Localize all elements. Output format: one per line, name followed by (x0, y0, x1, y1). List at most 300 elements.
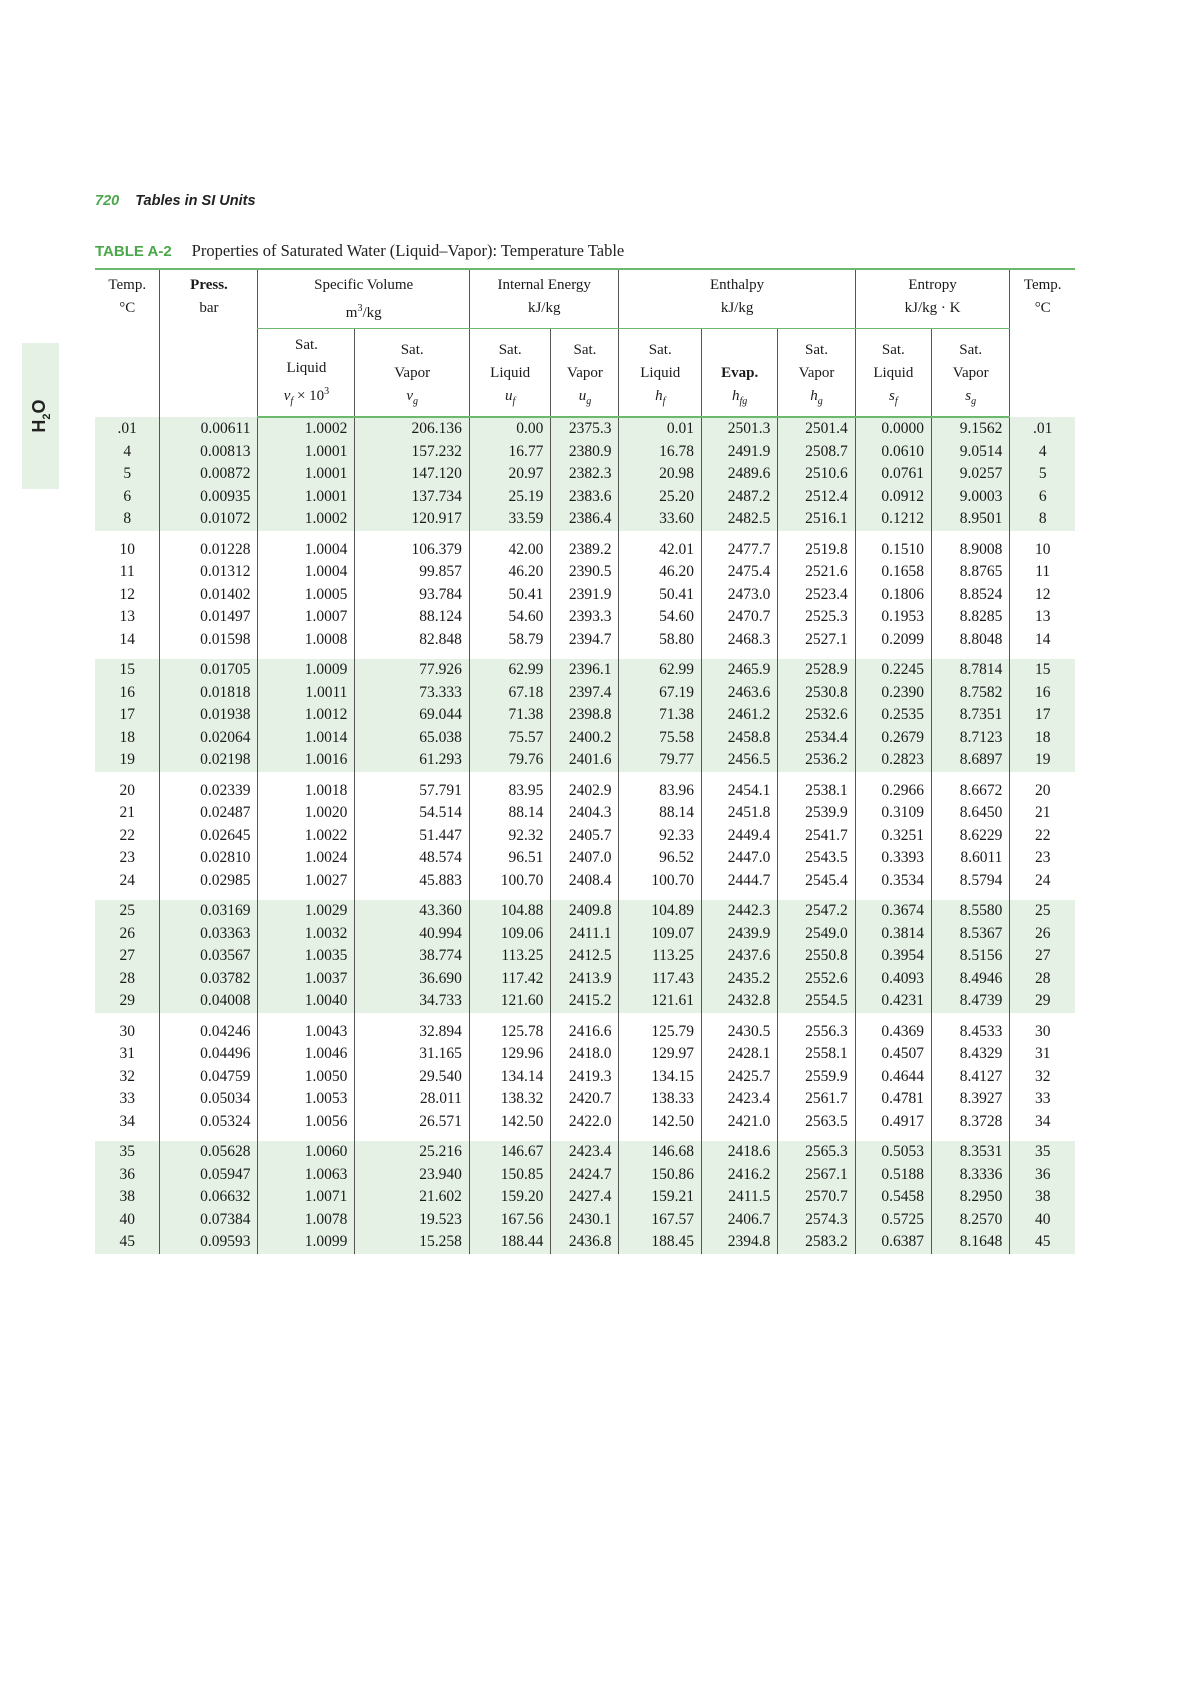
cell-temp2: 12 (1010, 584, 1075, 607)
cell-vg: 21.602 (355, 1186, 470, 1209)
cell-vf: 1.0001 (258, 463, 355, 486)
cell-vf: 1.0040 (258, 990, 355, 1013)
cell-temp2: 28 (1010, 968, 1075, 991)
cell-vg: 36.690 (355, 968, 470, 991)
cell-hfg: 2411.5 (702, 1186, 778, 1209)
cell-hf: 146.68 (619, 1141, 702, 1164)
cell-sf: 0.4231 (855, 990, 931, 1013)
cell-vg: 147.120 (355, 463, 470, 486)
spacer-cell (619, 772, 702, 780)
cell-sf: 0.2535 (855, 704, 931, 727)
cell-sf: 0.3674 (855, 900, 931, 923)
cell-temp2: 23 (1010, 847, 1075, 870)
cell-hfg: 2442.3 (702, 900, 778, 923)
spacer-cell (551, 1133, 619, 1141)
cell-hf: 121.61 (619, 990, 702, 1013)
cell-sf: 0.3251 (855, 825, 931, 848)
cell-temp2: 20 (1010, 780, 1075, 803)
col-header-press: Press. bar (160, 269, 258, 417)
cell-vf: 1.0020 (258, 802, 355, 825)
cell-vg: 106.379 (355, 539, 470, 562)
cell-vf: 1.0029 (258, 900, 355, 923)
col-header-sg: Sat. Vapor $s_g$ (932, 329, 1010, 418)
cell-press: 0.02487 (160, 802, 258, 825)
cell-sg: 8.6897 (932, 749, 1010, 772)
cell-hf: 159.21 (619, 1186, 702, 1209)
cell-vf: 1.0050 (258, 1066, 355, 1089)
cell-uf: 62.99 (469, 659, 550, 682)
cell-temp: 21 (119, 804, 135, 821)
cell-sf: 0.5725 (855, 1209, 931, 1232)
spacer-cell (702, 892, 778, 900)
cell-vf: 1.0046 (258, 1043, 355, 1066)
spacer-cell (619, 892, 702, 900)
table-row (95, 606, 1075, 629)
cell-uf: 75.57 (469, 727, 550, 750)
cell-hg: 2519.8 (778, 539, 855, 562)
cell-temp2: 8 (1010, 508, 1075, 531)
cell-sg: 8.5367 (932, 923, 1010, 946)
col-header-vf: Sat. Liquid $v_f \times 10^3$ (258, 329, 355, 418)
cell-sf: 0.4917 (855, 1111, 931, 1134)
cell-hf: 67.19 (619, 682, 702, 705)
cell-hf: 92.33 (619, 825, 702, 848)
cell-temp: 33 (119, 1090, 135, 1107)
spacer-cell (160, 1013, 258, 1021)
cell-sg: 8.8048 (932, 629, 1010, 652)
spacer-cell (160, 651, 258, 659)
cell-vf: 1.0063 (258, 1164, 355, 1187)
cell-uf: 142.50 (469, 1111, 550, 1134)
cell-vf: 1.0008 (258, 629, 355, 652)
side-tab (22, 343, 59, 489)
cell-ug: 2401.6 (551, 749, 619, 772)
cell-hfg: 2477.7 (702, 539, 778, 562)
cell-sg: 8.4739 (932, 990, 1010, 1013)
table-row (95, 1164, 1075, 1187)
cell-temp: 29 (95, 990, 160, 1013)
spacer-cell (778, 772, 855, 780)
cell-uf: 79.76 (469, 749, 550, 772)
cell-temp: 40 (95, 1209, 160, 1232)
cell-temp: 11 (119, 563, 135, 580)
cell-sg: 8.4329 (932, 1043, 1010, 1066)
cell-press: 0.01705 (160, 659, 258, 682)
cell-uf: 25.19 (469, 486, 550, 509)
cell-vf: 1.0027 (258, 870, 355, 893)
cell-temp2: 38 (1010, 1186, 1075, 1209)
cell-vf: 1.0037 (258, 968, 355, 991)
table-row (95, 1231, 1075, 1254)
cell-ug: 2415.2 (551, 990, 619, 1013)
cell-uf: 46.20 (469, 561, 550, 584)
cell-temp: 35 (95, 1141, 160, 1164)
cell-sg: 8.8285 (932, 606, 1010, 629)
cell-temp: 5 (95, 463, 160, 486)
col-header-vg: Sat. Vapor $v_g$ (355, 329, 470, 418)
spacer-cell (1010, 772, 1075, 780)
cell-vg: 15.258 (355, 1231, 470, 1254)
cell-hf: 0.01 (619, 417, 702, 441)
cell-temp2: 6 (1010, 486, 1075, 509)
cell-uf: 159.20 (469, 1186, 550, 1209)
cell-temp2: 13 (1010, 606, 1075, 629)
cell-vg: 40.994 (355, 923, 470, 946)
spacer-cell (855, 772, 931, 780)
cell-vf: 1.0043 (258, 1021, 355, 1044)
spacer-cell (855, 1013, 931, 1021)
cell-hg: 2545.4 (778, 870, 855, 893)
side-tab-label: $H_2O$ (28, 399, 53, 433)
spacer-cell (1010, 1013, 1075, 1021)
cell-vf: 1.0011 (258, 682, 355, 705)
cell-vg: 82.848 (355, 629, 470, 652)
cell-vf: 1.0053 (258, 1088, 355, 1111)
row-group-spacer (95, 772, 1075, 780)
cell-vf: 1.0001 (258, 486, 355, 509)
cell-vg: 99.857 (355, 561, 470, 584)
cell-hg: 2559.9 (778, 1066, 855, 1089)
cell-hfg: 2482.5 (702, 508, 778, 531)
cell-vg: 25.216 (355, 1141, 470, 1164)
cell-uf: 113.25 (469, 945, 550, 968)
table-row (95, 1186, 1075, 1209)
cell-ug: 2412.5 (551, 945, 619, 968)
cell-vg: 34.733 (355, 990, 470, 1013)
cell-ug: 2407.0 (551, 847, 619, 870)
cell-ug: 2416.6 (551, 1021, 619, 1044)
cell-hg: 2558.1 (778, 1043, 855, 1066)
row-group-spacer (95, 892, 1075, 900)
cell-hf: 16.78 (619, 441, 702, 464)
cell-sg: 8.8765 (932, 561, 1010, 584)
col-header-hf: Sat. Liquid $h_f$ (619, 329, 702, 418)
cell-uf: 83.95 (469, 780, 550, 803)
cell-sf: 0.0912 (855, 486, 931, 509)
cell-temp: 12 (119, 585, 135, 603)
spacer-cell (355, 1133, 470, 1141)
table-row (95, 945, 1075, 968)
cell-hg: 2549.0 (778, 923, 855, 946)
cell-ug: 2382.3 (551, 463, 619, 486)
spacer-cell (469, 531, 550, 539)
cell-hg: 2530.8 (778, 682, 855, 705)
cell-hfg: 2489.6 (702, 463, 778, 486)
table-body (95, 417, 1075, 1254)
cell-hg: 2565.3 (778, 1141, 855, 1164)
table-row (95, 417, 1075, 441)
cell-sf: 0.6387 (855, 1231, 931, 1254)
cell-vg: 88.124 (355, 606, 470, 629)
cell-temp2: .01 (1010, 417, 1075, 441)
cell-uf: 92.32 (469, 825, 550, 848)
cell-sg: 8.4127 (932, 1066, 1010, 1089)
cell-vg: 65.038 (355, 727, 470, 750)
cell-vf: 1.0014 (258, 727, 355, 750)
cell-temp: 45 (95, 1231, 160, 1254)
cell-vg: 206.136 (355, 417, 470, 441)
spacer-cell (1010, 531, 1075, 539)
cell-ug: 2383.6 (551, 486, 619, 509)
cell-sg: 8.3728 (932, 1111, 1010, 1134)
spacer-cell (932, 1013, 1010, 1021)
table-row (95, 802, 1075, 825)
spacer-cell (778, 892, 855, 900)
cell-ug: 2424.7 (551, 1164, 619, 1187)
table-row (95, 1088, 1075, 1111)
cell-hfg: 2463.6 (702, 682, 778, 705)
cell-ug: 2419.3 (551, 1066, 619, 1089)
cell-temp2: 32 (1010, 1066, 1075, 1089)
cell-vf: 1.0099 (258, 1231, 355, 1254)
cell-press: 0.05034 (160, 1088, 258, 1111)
cell-press: 0.05324 (160, 1111, 258, 1134)
spacer-cell (95, 651, 160, 659)
cell-sf: 0.2099 (855, 629, 931, 652)
cell-sf: 0.3393 (855, 847, 931, 870)
cell-sg: 8.6011 (932, 847, 1010, 870)
cell-press: 0.04246 (160, 1021, 258, 1044)
cell-sf: 0.1510 (855, 539, 931, 562)
cell-vg: 45.883 (355, 870, 470, 893)
cell-press: 0.02985 (160, 870, 258, 893)
spacer-cell (778, 1133, 855, 1141)
spacer-cell (932, 531, 1010, 539)
cell-hg: 2547.2 (778, 900, 855, 923)
spacer-cell (258, 651, 355, 659)
cell-hf: 188.45 (619, 1231, 702, 1254)
cell-vg: 23.940 (355, 1164, 470, 1187)
cell-ug: 2413.9 (551, 968, 619, 991)
cell-temp2: 36 (1010, 1164, 1075, 1187)
cell-sf: 0.3814 (855, 923, 931, 946)
cell-hg: 2516.1 (778, 508, 855, 531)
cell-hfg: 2444.7 (702, 870, 778, 893)
table-row (95, 727, 1075, 750)
cell-hf: 142.50 (619, 1111, 702, 1134)
cell-hf: 54.60 (619, 606, 702, 629)
cell-temp: 19 (95, 749, 160, 772)
cell-sg: 8.7123 (932, 727, 1010, 750)
table-row (95, 1043, 1075, 1066)
cell-vf: 1.0012 (258, 704, 355, 727)
spacer-cell (355, 772, 470, 780)
cell-temp: 13 (119, 608, 135, 625)
cell-temp2: 33 (1010, 1088, 1075, 1111)
cell-temp: .01 (95, 417, 160, 441)
cell-hfg: 2449.4 (702, 825, 778, 848)
cell-sf: 0.4644 (855, 1066, 931, 1089)
cell-uf: 121.60 (469, 990, 550, 1013)
cell-hfg: 2501.3 (702, 417, 778, 441)
cell-ug: 2436.8 (551, 1231, 619, 1254)
cell-temp2: 22 (1010, 825, 1075, 848)
cell-sg: 8.2570 (932, 1209, 1010, 1232)
cell-ug: 2391.9 (551, 584, 619, 607)
cell-hf: 25.20 (619, 486, 702, 509)
cell-hg: 2534.4 (778, 727, 855, 750)
cell-temp2: 40 (1010, 1209, 1075, 1232)
cell-sf: 0.1806 (855, 584, 931, 607)
cell-vf: 1.0009 (258, 659, 355, 682)
cell-hfg: 2468.3 (702, 629, 778, 652)
table-row (95, 584, 1075, 607)
cell-hg: 2567.1 (778, 1164, 855, 1187)
saturated-water-table (95, 268, 1075, 1254)
cell-sf: 0.2679 (855, 727, 931, 750)
cell-sf: 0.1953 (855, 606, 931, 629)
cell-vg: 51.447 (355, 825, 470, 848)
cell-ug: 2420.7 (551, 1088, 619, 1111)
cell-ug: 2423.4 (551, 1141, 619, 1164)
cell-hf: 46.20 (619, 561, 702, 584)
cell-temp2: 15 (1010, 659, 1075, 682)
cell-hg: 2550.8 (778, 945, 855, 968)
spacer-cell (469, 1133, 550, 1141)
cell-press: 0.01228 (160, 539, 258, 562)
cell-hg: 2570.7 (778, 1186, 855, 1209)
cell-press: 0.01497 (160, 606, 258, 629)
cell-hf: 42.01 (619, 539, 702, 562)
cell-hf: 113.25 (619, 945, 702, 968)
cell-press: 0.01312 (160, 561, 258, 584)
table-row (95, 968, 1075, 991)
cell-hfg: 2430.5 (702, 1021, 778, 1044)
cell-hfg: 2458.8 (702, 727, 778, 750)
col-header-hg: Sat. Vapor $h_g$ (778, 329, 855, 418)
spacer-cell (778, 1013, 855, 1021)
cell-hf: 138.33 (619, 1088, 702, 1111)
cell-ug: 2397.4 (551, 682, 619, 705)
cell-temp: 17 (95, 704, 160, 727)
cell-hf: 79.77 (619, 749, 702, 772)
cell-sf: 0.4781 (855, 1088, 931, 1111)
table-row (95, 629, 1075, 652)
spacer-cell (551, 892, 619, 900)
cell-hf: 109.07 (619, 923, 702, 946)
cell-vf: 1.0078 (258, 1209, 355, 1232)
cell-temp2: 17 (1010, 704, 1075, 727)
spacer-cell (932, 892, 1010, 900)
spacer-cell (469, 651, 550, 659)
cell-hg: 2532.6 (778, 704, 855, 727)
cell-hg: 2510.6 (778, 463, 855, 486)
cell-hfg: 2428.1 (702, 1043, 778, 1066)
cell-hf: 96.52 (619, 847, 702, 870)
cell-vf: 1.0056 (258, 1111, 355, 1134)
cell-temp2: 45 (1010, 1231, 1075, 1254)
table-row (95, 463, 1075, 486)
cell-sg: 8.3336 (932, 1164, 1010, 1187)
cell-press: 0.01598 (160, 629, 258, 652)
cell-uf: 104.88 (469, 900, 550, 923)
cell-uf: 100.70 (469, 870, 550, 893)
spacer-cell (778, 531, 855, 539)
spacer-cell (932, 651, 1010, 659)
cell-ug: 2422.0 (551, 1111, 619, 1134)
cell-temp: 16 (95, 682, 160, 705)
spacer-cell (355, 531, 470, 539)
cell-hfg: 2425.7 (702, 1066, 778, 1089)
cell-temp: 14 (119, 630, 135, 648)
col-header-temp: Temp. °C (95, 269, 160, 417)
cell-vf: 1.0004 (258, 561, 355, 584)
table-row (95, 780, 1075, 803)
cell-sf: 0.2245 (855, 659, 931, 682)
cell-uf: 88.14 (469, 802, 550, 825)
cell-hg: 2527.1 (778, 629, 855, 652)
cell-sg: 8.3531 (932, 1141, 1010, 1164)
table-container (95, 268, 1075, 1254)
cell-sg: 8.7814 (932, 659, 1010, 682)
cell-uf: 58.79 (469, 629, 550, 652)
cell-press: 0.05628 (160, 1141, 258, 1164)
spacer-cell (258, 772, 355, 780)
cell-vf: 1.0005 (258, 584, 355, 607)
cell-sf: 0.2390 (855, 682, 931, 705)
cell-ug: 2411.1 (551, 923, 619, 946)
page-number: 720 (95, 193, 120, 209)
cell-temp: 15 (95, 659, 160, 682)
cell-sg: 8.3927 (932, 1088, 1010, 1111)
cell-sg: 8.9501 (932, 508, 1010, 531)
cell-press: 0.01402 (160, 584, 258, 607)
cell-ug: 2408.4 (551, 870, 619, 893)
cell-sf: 0.1212 (855, 508, 931, 531)
cell-press: 0.03567 (160, 945, 258, 968)
spacer-cell (855, 1133, 931, 1141)
cell-vf: 1.0002 (258, 417, 355, 441)
cell-vf: 1.0001 (258, 441, 355, 464)
cell-temp2: 18 (1010, 727, 1075, 750)
cell-temp2: 16 (1010, 682, 1075, 705)
cell-ug: 2389.2 (551, 539, 619, 562)
cell-hg: 2528.9 (778, 659, 855, 682)
cell-hfg: 2473.0 (702, 584, 778, 607)
spacer-cell (258, 531, 355, 539)
cell-vf: 1.0024 (258, 847, 355, 870)
cell-sg: 9.0003 (932, 486, 1010, 509)
spacer-cell (702, 772, 778, 780)
cell-temp2: 19 (1010, 749, 1075, 772)
cell-hg: 2512.4 (778, 486, 855, 509)
cell-ug: 2398.8 (551, 704, 619, 727)
cell-press: 0.02810 (160, 847, 258, 870)
spacer-cell (160, 531, 258, 539)
cell-hg: 2501.4 (778, 417, 855, 441)
spacer-cell (619, 1133, 702, 1141)
table-row (95, 870, 1075, 893)
spacer-cell (469, 772, 550, 780)
cell-vf: 1.0071 (258, 1186, 355, 1209)
cell-hg: 2521.6 (778, 561, 855, 584)
cell-ug: 2402.9 (551, 780, 619, 803)
cell-press: 0.01072 (160, 508, 258, 531)
cell-temp: 27 (95, 945, 160, 968)
cell-temp2: 29 (1010, 990, 1075, 1013)
cell-press: 0.01818 (160, 682, 258, 705)
spacer-cell (855, 531, 931, 539)
cell-press: 0.05947 (160, 1164, 258, 1187)
cell-ug: 2375.3 (551, 417, 619, 441)
cell-hfg: 2394.8 (702, 1231, 778, 1254)
table-row (95, 539, 1075, 562)
cell-ug: 2405.7 (551, 825, 619, 848)
cell-uf: 0.00 (469, 417, 550, 441)
spacer-cell (619, 531, 702, 539)
cell-vg: 48.574 (355, 847, 470, 870)
cell-uf: 42.00 (469, 539, 550, 562)
